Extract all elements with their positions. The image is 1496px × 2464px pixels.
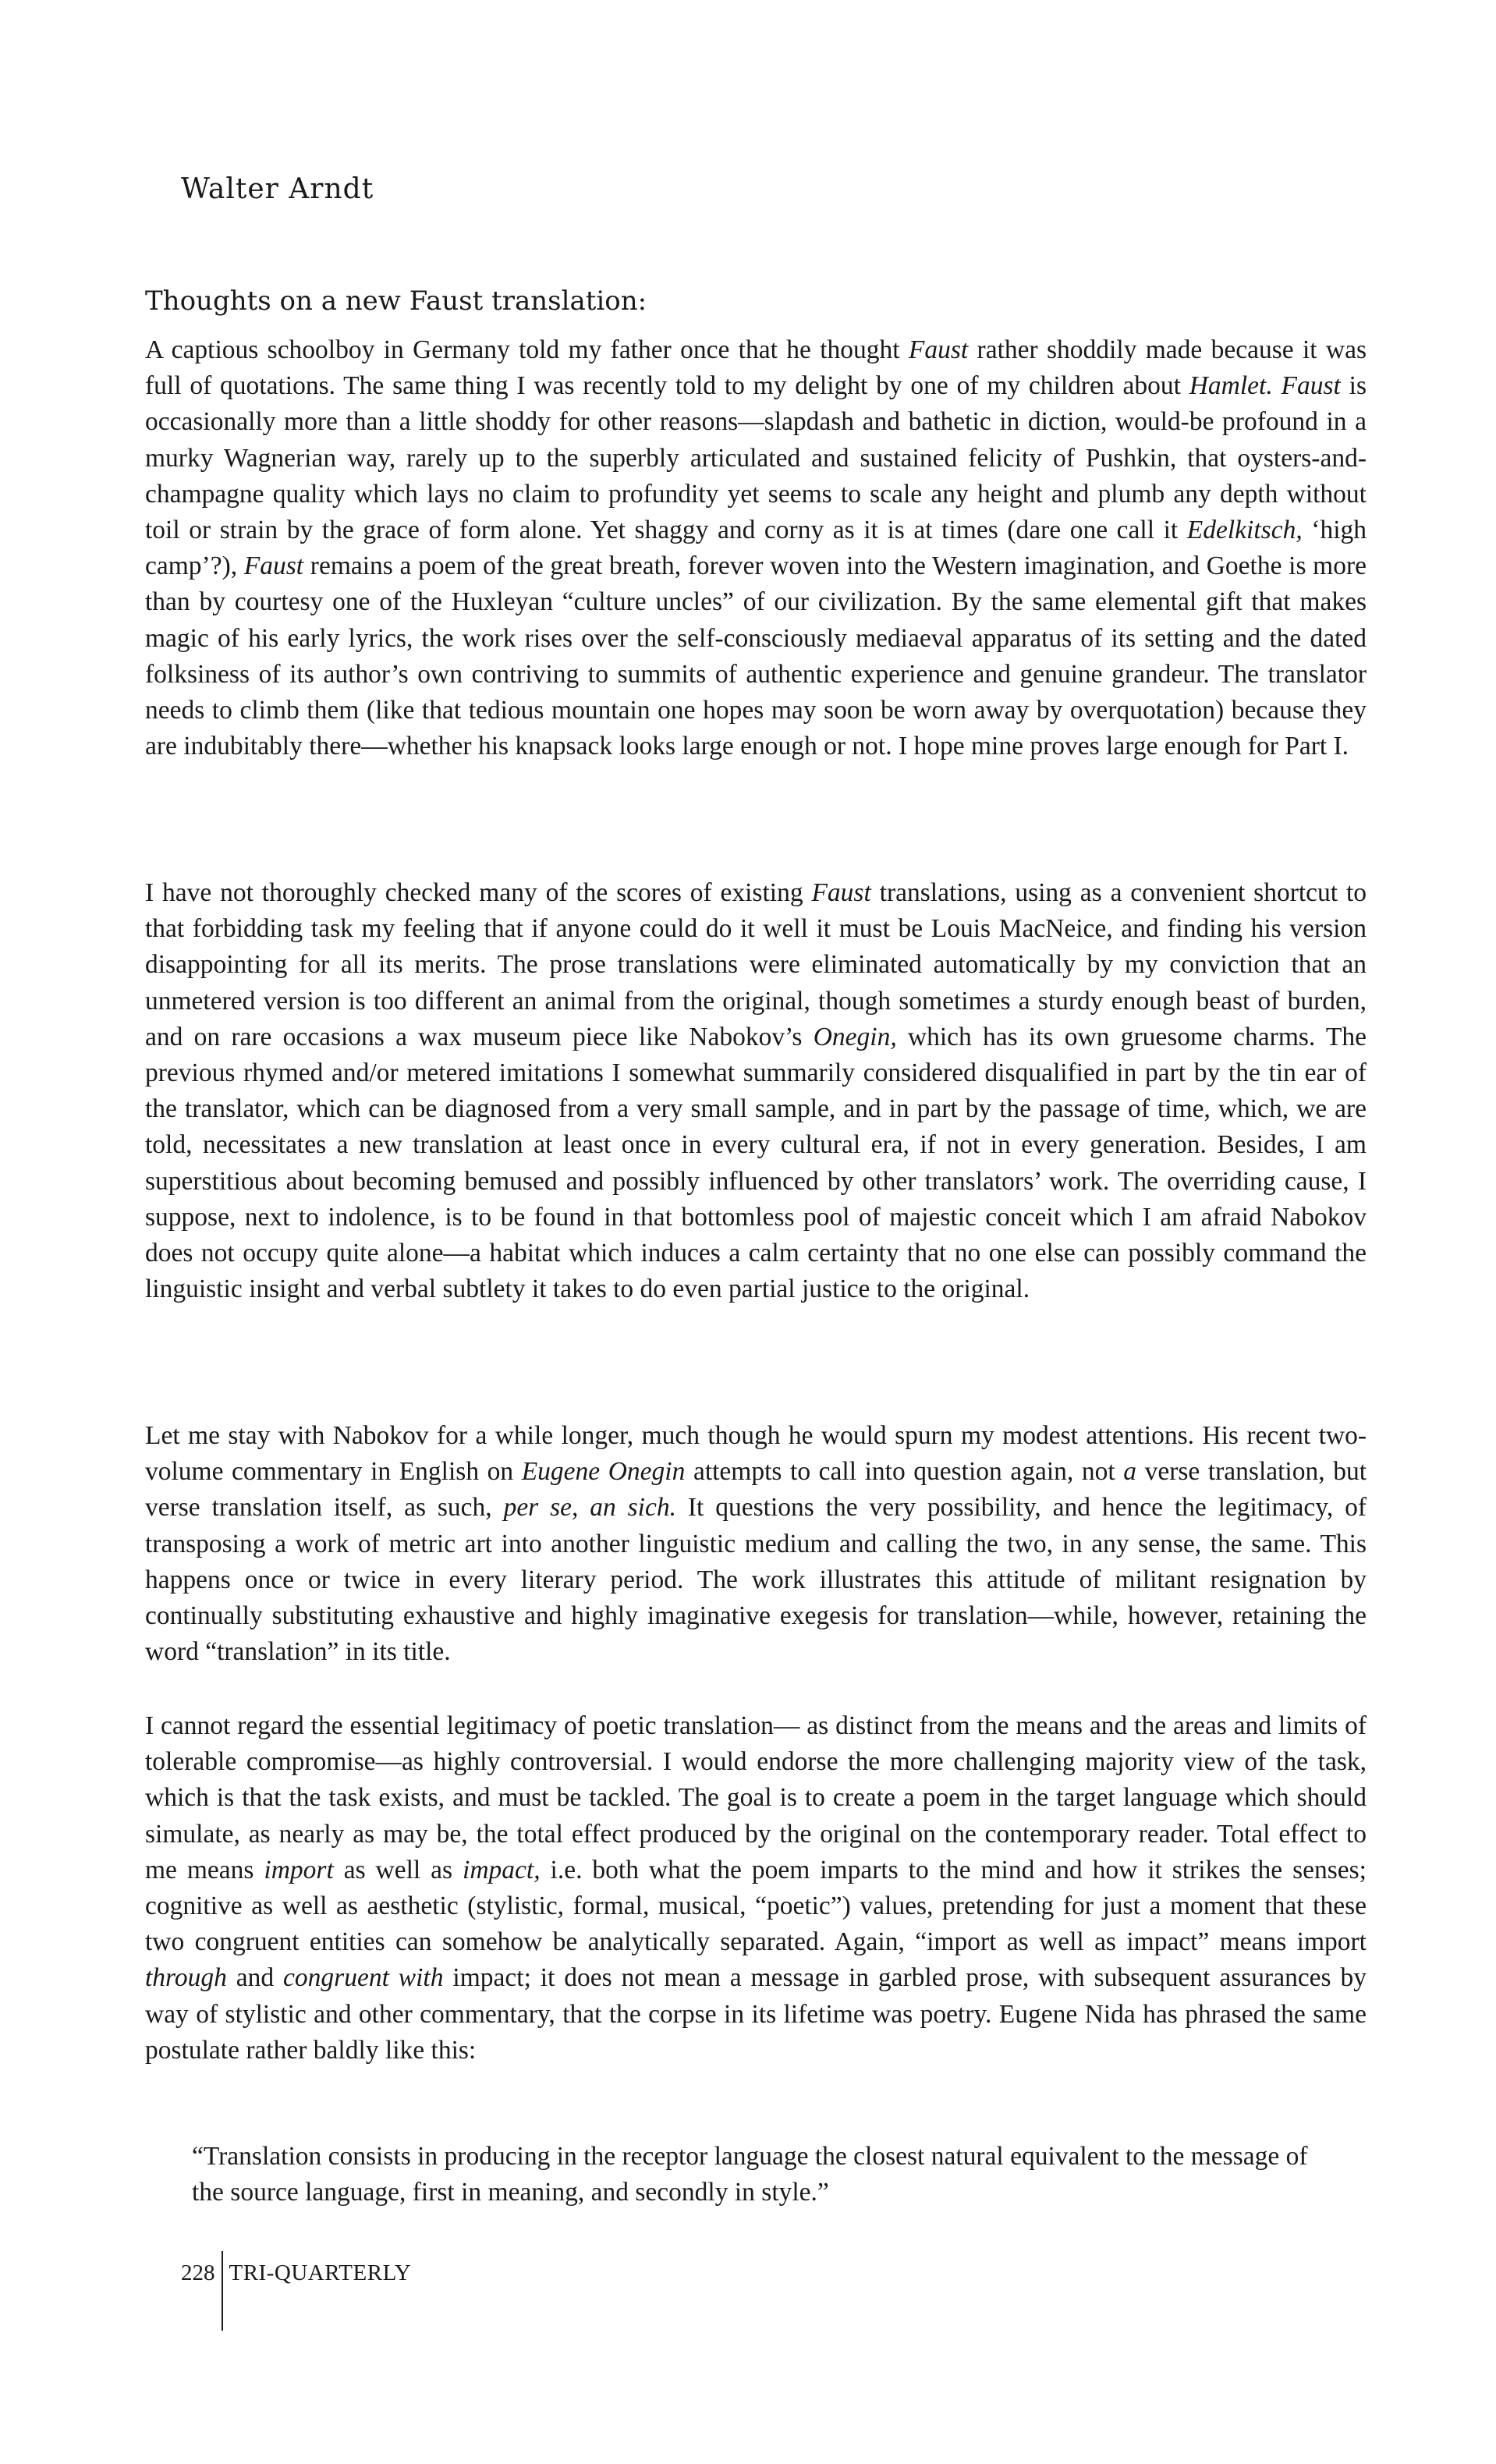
italic-text: Faust (811, 878, 871, 907)
text-run: rather shoddily made because it was full of quotations. The same thing I was recently told to my delight by one of my children about (145, 335, 1367, 401)
paragraph-text (145, 1708, 1367, 2069)
italic-text: Eugene Onegin (521, 1457, 686, 1487)
quote-text: “Translation consists in producing in the receptor language the closest natural equivalent to the message of the source language, first in meaning, and secondly in style.” (192, 2142, 1308, 2207)
text-run: It questions the very possibility, and hence the legitimacy, of transposing a work of metric art into another linguistic medium and calling the two, in any sense, the same. This happens once or twice in every literary period. The work illustrates this attitude of militant resignation by continually substituting exhaustive and highly imaginative exegesis for translation—while, however, retaining the word “translation” in its title. (145, 1493, 1367, 1667)
author-name: Walter Arndt (181, 173, 374, 205)
italic-text: through (145, 1963, 227, 1993)
italic-text: per se, an sich. (503, 1493, 676, 1523)
text-run: A captious schoolboy in Germany told my father once that he thought (145, 335, 909, 364)
text-run: Let me stay with Nabokov for a while longer, much though he would spurn my modest attentions. His recent two-volume commentary in English on (145, 1421, 1367, 1487)
paragraph-3 (145, 1418, 1367, 1670)
block-quote (192, 2139, 1315, 2211)
italic-text: Faust (908, 335, 969, 364)
italic-text: Faust (1281, 371, 1341, 401)
text-run (1273, 371, 1282, 400)
italic-text: congruent with (283, 1963, 444, 1993)
article-title: Thoughts on a new Faust translation: (145, 285, 647, 317)
text-run: ‘high camp’?), (145, 516, 1367, 581)
italic-text: a (1123, 1457, 1136, 1487)
italic-text: Onegin, (813, 1022, 897, 1051)
paragraph-text (145, 875, 1367, 1307)
text-run: I cannot regard the essential legitimacy of poetic translation— as distinct from the means and the areas and limits of tolerable compromise—as highly controversial. I would endorse the more challenging majority view of the task, which is that the task exists, and must be tackled. The goal is to create a poem in the target language which should simulate, as nearly as may be, the total effect produced by the original on the contemporary reader. Total effect to me means (145, 1711, 1367, 1884)
text-run: i.e. both what the poem imparts to the mind and how it strikes the senses; cognitive as well as aesthetic (stylistic, formal, musical, “poetic”) values, pretending for just a moment that these two congruent entities can somehow be analytically separated. Again, “import as well as impact” means import (145, 1855, 1367, 1957)
italic-text: Edelkitsch, (1186, 516, 1303, 545)
italic-text: Hamlet. (1189, 371, 1273, 401)
text-run: attempts to call into question again, not (685, 1457, 1124, 1487)
paragraph-1 (145, 332, 1367, 764)
paragraph-text (145, 332, 1367, 764)
text-run: verse translation, but verse translation itself, as such, (145, 1457, 1367, 1523)
text-run: as well as (333, 1855, 463, 1884)
text-run: impact; it does not mean a message in garbled prose, with subsequent assurances by way of stylistic and other commentary, that the corpse in its lifetime was poetry. Eugene Nida has phrased the same postulate rather baldly like this: (145, 1963, 1367, 2065)
text-run: and (226, 1963, 284, 1993)
text-run: is occasionally more than a little shoddy for other reasons—slapdash and bathetic in diction, would-be profound in a murky Wagnerian way, rarely up to the superbly articulated and sustained felicity of Pushkin, that oysters-and-champagne quality which lays no claim to profundity yet seems to scale any height and plumb any depth without toil or strain by the grace of form alone. Yet shaggy and corny as it is at times (dare one call it (145, 371, 1367, 545)
paragraph-text (145, 1418, 1367, 1670)
footer-divider (222, 2251, 223, 2331)
text-run: translations, using as a convenient shortcut to that forbidding task my feeling that if anyone could do it well it must be Louis MacNeice, and finding his version disappointing for all its merits. The prose translations were eliminated automatically by my conviction that an unmetered version is too different an animal from the original, though sometimes a sturdy enough beast of burden, and on rare occasions a wax museum piece like Nabokov’s (145, 878, 1367, 1051)
text-run: which has its own gruesome charms. The previous rhymed and/or metered imitations I somewhat summarily considered disqualified in part by the tin ear of the translator, which can be diagnosed from a very small sample, and in part by the passage of time, which, we are told, necessitates a new translation at least once in every cultural era, if not in every generation. Besides, I am superstitious about becoming bemused and possibly influenced by other translators’ work. The overriding cause, I suppose, next to indolence, is to be found in that bottomless pool of majestic conceit which I am afraid Nabokov does not occupy quite alone—a habitat which induces a calm certainty that no one else can possibly command the linguistic insight and verbal subtlety it takes to do even partial justice to the original. (145, 1022, 1367, 1304)
paragraph-4 (145, 1708, 1367, 2069)
italic-text: Faust (243, 551, 304, 581)
journal-name: TRI-QUARTERLY (229, 2260, 412, 2285)
text-run: I have not thoroughly checked many of the scores of existing (145, 878, 812, 907)
paragraph-2 (145, 875, 1367, 1307)
text-run: remains a poem of the great breath, forever woven into the Western imagination, and Goethe is more than by courtesy one of the Huxleyan “culture uncles” of our civilization. By the same elemental gift that makes magic of his early lyrics, the work rises over the self-consciously mediaeval apparatus of its setting and the dated folksiness of its author’s own contriving to summits of authentic experience and genuine grandeur. The translator needs to climb them (like that tedious mountain one hopes may soon be worn away by overquotation) because they are indubitably there—whether his knapsack looks large enough or not. I hope mine proves large enough for Part I. (145, 551, 1367, 761)
italic-text: impact, (463, 1855, 541, 1884)
page-number: 228 (181, 2260, 215, 2285)
page-footer (181, 2251, 411, 2331)
italic-text: import (264, 1855, 334, 1884)
